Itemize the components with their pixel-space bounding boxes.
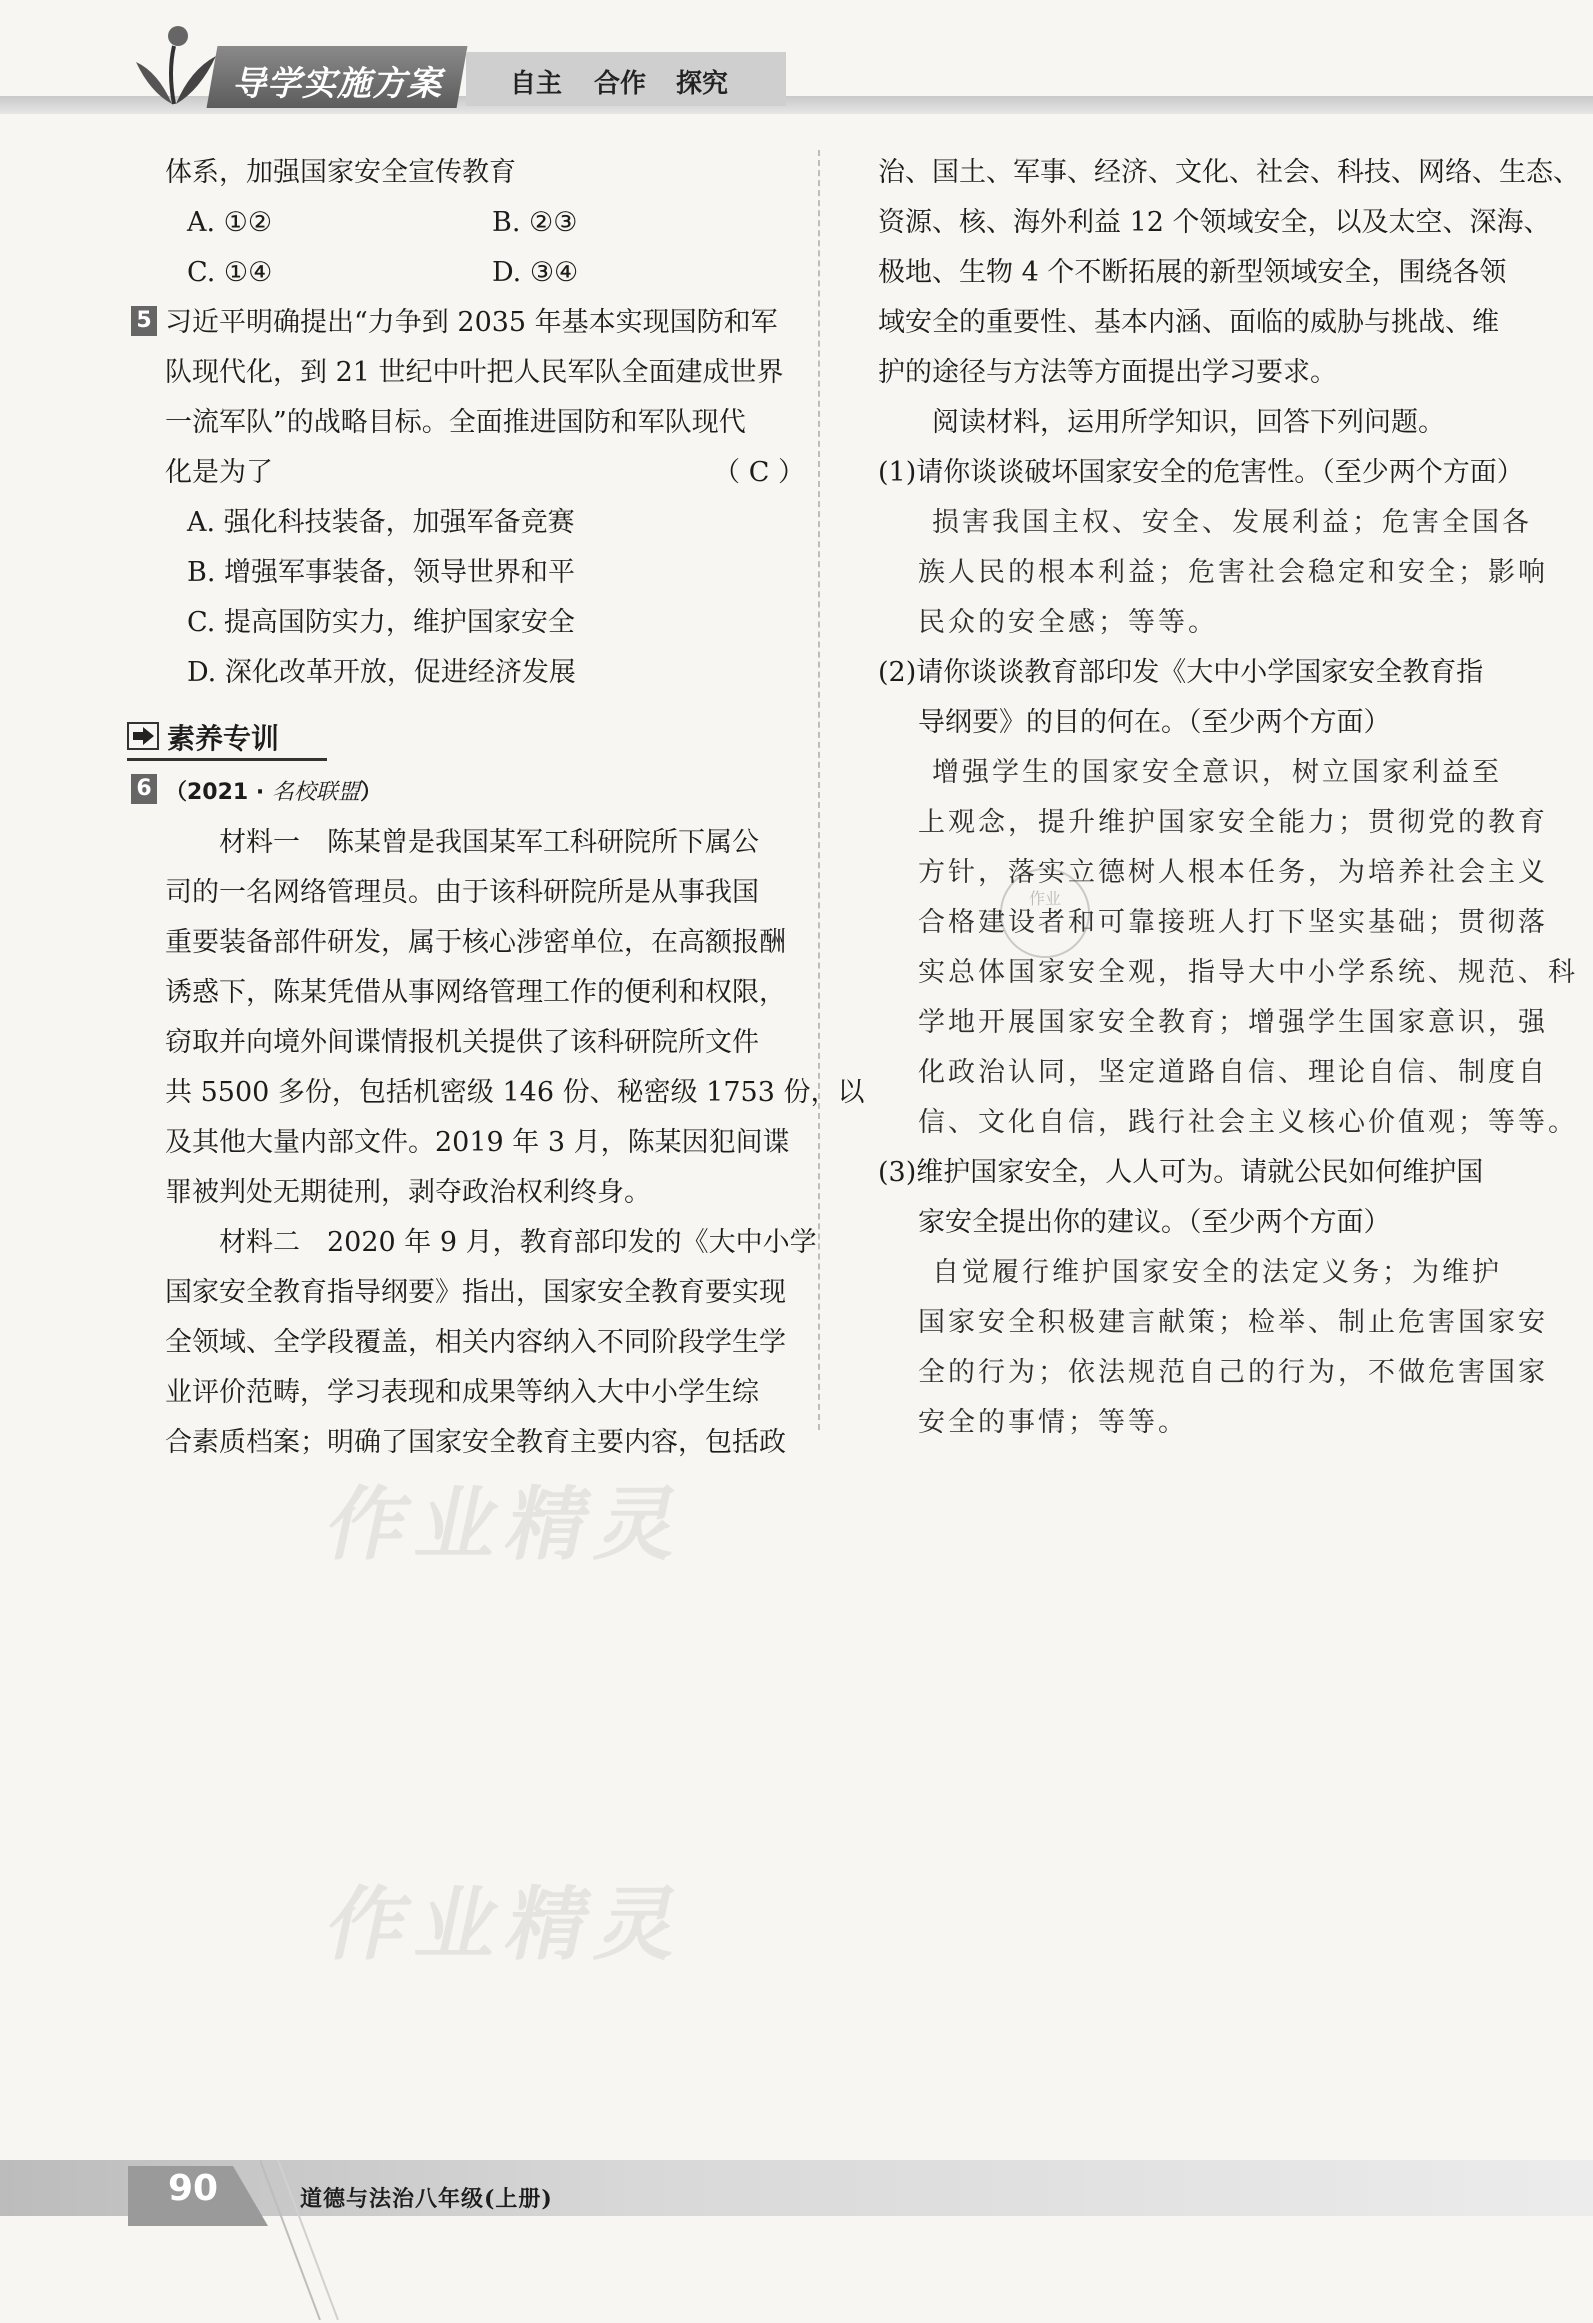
option: B. 增强军事装备，领导世界和平 [187, 557, 576, 588]
option: B. ②③ [492, 207, 578, 238]
answer-line: 全的行为；依法规范自己的行为，不做危害国家 [918, 1357, 1548, 1388]
material-line: 极地、生物 4 个不断拓展的新型领域安全，围绕各领 [878, 257, 1507, 288]
answer-line: 方针，落实立德树人根本任务，为培养社会主义 [918, 857, 1548, 888]
continuation-line: 体系，加强国家安全宣传教育 [165, 157, 516, 188]
question-line [136, 298, 805, 348]
question-number: 5 [131, 306, 157, 336]
answer-line: 安全的事情；等等。 [918, 1407, 1188, 1438]
option: A. 强化科技装备，加强军备竞赛 [187, 507, 575, 538]
question-text: 习近平明确提出“力争到 2035 年基本实现国防和军 [165, 307, 778, 338]
answer-line: 增强学生的国家安全意识，树立国家利益至 [932, 757, 1502, 788]
option: C. 提高国防实力，维护国家安全 [187, 607, 575, 638]
watermark: 作业精灵 [318, 1478, 699, 1571]
sub-question-3: 家安全提出你的建议。（至少两个方面） [918, 1207, 1391, 1238]
material-line: 窃取并向境外间谍情报机关提供了该科研院所文件 [165, 1027, 759, 1058]
material-line: 司的一名网络管理员。由于该科研院所是从事我国 [165, 877, 759, 908]
answer-bracket: （ C ） [713, 457, 805, 488]
answer-line: 合格建设者和可靠接班人打下坚实基础；贯彻落 [918, 907, 1548, 938]
material-line: 国家安全教育指导纲要》指出，国家安全教育要实现 [165, 1277, 786, 1308]
material-line: 共 5500 多份，包括机密级 146 份、秘密级 1753 份，以 [165, 1077, 865, 1108]
material-line: 罪被判处无期徒刑，剥夺政治权利终身。 [165, 1177, 651, 1208]
arrow-right-icon [127, 722, 159, 750]
answer-line: 信、文化自信，践行社会主义核心价值观；等等。 [918, 1107, 1578, 1138]
question-line [165, 448, 805, 498]
instruction: 阅读材料，运用所学知识，回答下列问题。 [932, 407, 1445, 438]
answer-line: 民众的安全感；等等。 [918, 607, 1218, 638]
material-line: 全领域、全学段覆盖，相关内容纳入不同阶段学生学 [165, 1327, 786, 1358]
material-line: 材料二 2020 年 9 月，教育部印发的《大中小学 [219, 1227, 817, 1258]
sub-question-2: (2)请你谈谈教育部印发《大中小学国家安全教育指 [878, 657, 1484, 688]
watermark: 作业精灵 [318, 1878, 699, 1971]
page-footer [0, 2160, 1593, 2323]
section-heading [127, 710, 805, 766]
answer-line: 上观念，提升维护国家安全能力；贯彻党的教育 [918, 807, 1548, 838]
page-header [0, 0, 1593, 120]
section-heading-text: 素养专训 [167, 722, 280, 755]
section-underline [127, 758, 327, 761]
material-line: 材料一 陈某曾是我国某军工科研院所下属公 [219, 827, 759, 858]
answer-line: 化政治认同，坚定道路自信、理论自信、制度自 [918, 1057, 1548, 1088]
answer-line: 学地开展国家安全教育；增强学生国家意识，强 [918, 1007, 1548, 1038]
question-line: 一流军队”的战略目标。全面推进国防和军队现代 [165, 407, 746, 438]
question-number: 6 [131, 774, 157, 804]
material-line: 重要装备部件研发，属于核心涉密单位，在高额报酬 [165, 927, 786, 958]
answer-line: 损害我国主权、安全、发展利益；危害全国各 [932, 507, 1532, 538]
column-divider [818, 150, 820, 1430]
source-name: 名校联盟 [271, 780, 360, 805]
option: C. ①④ [187, 257, 273, 288]
material-line: 护的途径与方法等方面提出学习要求。 [878, 357, 1337, 388]
question-text: 化是为了 [165, 457, 273, 488]
stamp-text: 作业 [1028, 889, 1061, 908]
sub-question-2: 导纲要》的目的何在。（至少两个方面） [918, 707, 1391, 738]
option: A. ①② [187, 207, 273, 238]
header-sub-item: 自主 [510, 69, 563, 99]
answer-line: 族人民的根本利益；危害社会稳定和安全；影响 [918, 557, 1548, 588]
header-sub-item: 探究 [676, 69, 729, 99]
answer-line: 国家安全积极建言献策；检举、制止危害国家安 [918, 1307, 1548, 1338]
material-line: 域安全的重要性、基本内涵、面临的威胁与挑战、维 [878, 307, 1499, 338]
material-line: 资源、核、海外利益 12 个领域安全，以及太空、深海、 [878, 207, 1551, 238]
answer-line: 自觉履行维护国家安全的法定义务；为维护 [932, 1257, 1502, 1288]
material-line: 及其他大量内部文件。2019 年 3 月，陈某因犯间谍 [165, 1127, 790, 1158]
source-year: （2021 · [165, 780, 272, 805]
option-row [165, 198, 805, 248]
left-column [136, 148, 865, 1468]
question-line: 队现代化，到 21 世纪中叶把人民军队全面建成世界 [165, 357, 784, 388]
header-title: 导学实施方案 [232, 64, 442, 104]
material-line: 诱惑下，陈某凭借从事网络管理工作的便利和权限， [165, 977, 786, 1008]
question-5 [136, 298, 805, 698]
material-line: 合素质档案；明确了国家安全教育主要内容，包括政 [165, 1427, 786, 1458]
answer-line: 实总体国家安全观，指导大中小学系统、规范、科 [918, 957, 1578, 988]
option-row [165, 248, 805, 298]
question-6 [136, 766, 865, 1468]
material-line: 治、国土、军事、经济、文化、社会、科技、网络、生态、 [878, 157, 1580, 188]
option: D. ③④ [492, 257, 579, 288]
sub-question-1: (1)请你谈谈破坏国家安全的危害性。（至少两个方面） [878, 457, 1524, 488]
right-column [878, 148, 1580, 1448]
question-source [136, 766, 805, 818]
sub-question-3: (3)维护国家安全，人人可为。请就公民如何维护国 [878, 1157, 1484, 1188]
page-number: 90 [168, 2168, 219, 2209]
source-close: ） [359, 780, 382, 805]
material-line: 业评价范畴，学习表现和成果等纳入大中小学生综 [165, 1377, 759, 1408]
option: D. 深化改革开放，促进经济发展 [187, 657, 576, 688]
header-sub-item: 合作 [594, 69, 647, 99]
book-title: 道德与法治八年级(上册) [300, 2186, 553, 2212]
